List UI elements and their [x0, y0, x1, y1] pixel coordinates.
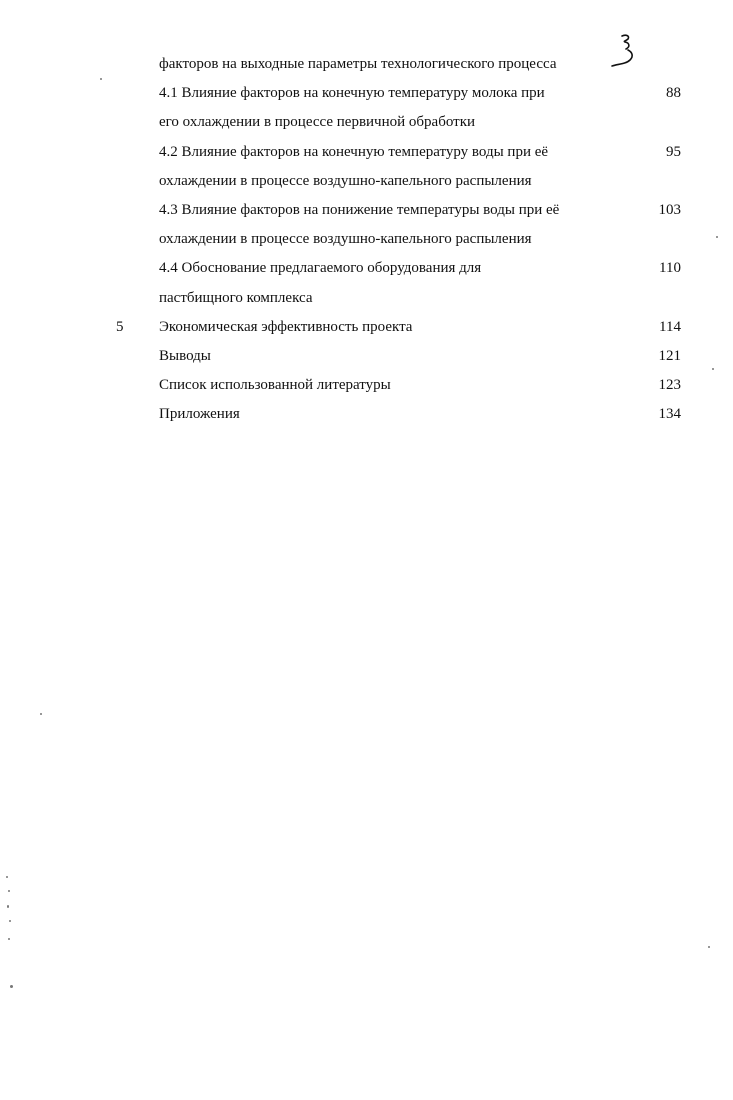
toc-row	[0, 108, 733, 137]
toc-entry-text: 4.1 Влияние факторов на конечную температуру молока при	[159, 85, 545, 102]
toc-entry-text: охлаждении в процессе воздушно-капельного распыления	[159, 231, 532, 248]
toc-page-number: 88	[666, 85, 681, 102]
toc-entry-text: Выводы	[159, 347, 211, 364]
toc-page-number: 103	[658, 201, 681, 218]
toc-page-number: 110	[659, 260, 681, 277]
scan-speck	[708, 946, 710, 948]
toc-entry-text: Список использованной литературы	[159, 377, 391, 394]
toc-page-number: 114	[659, 318, 681, 335]
toc-page-number: 134	[658, 406, 681, 423]
scan-speck	[8, 890, 10, 892]
scan-speck	[9, 920, 11, 922]
toc-page-number: 123	[658, 377, 681, 394]
toc-row	[0, 254, 733, 283]
toc-row	[0, 225, 733, 254]
toc-row	[0, 400, 733, 429]
scan-speck	[712, 368, 714, 370]
toc-row	[0, 50, 733, 79]
toc-entry-text: факторов на выходные параметры технологического процесса	[159, 56, 557, 72]
toc-entry-text: 4.4 Обоснование предлагаемого оборудования для	[159, 260, 482, 277]
toc-row	[0, 342, 733, 371]
scan-speck	[8, 938, 10, 940]
table-of-contents	[0, 50, 733, 429]
scan-speck	[716, 236, 718, 238]
toc-chapter-number: 5	[116, 318, 124, 335]
toc-row	[0, 138, 733, 167]
toc-row	[0, 313, 733, 342]
scan-speck	[6, 876, 8, 878]
toc-entry-text: Экономическая эффективность проекта	[159, 318, 413, 335]
toc-entry-text: 4.2 Влияние факторов на конечную температуру воды при её	[159, 143, 549, 160]
toc-row	[0, 284, 733, 313]
scan-speck	[100, 78, 102, 80]
toc-entry-text: Приложения	[159, 406, 240, 423]
scan-speck	[10, 985, 13, 988]
toc-page-number: 95	[666, 143, 681, 160]
toc-row	[0, 196, 733, 225]
toc-entry-text: охлаждении в процессе воздушно-капельного распыления	[159, 172, 532, 189]
toc-entry-text: его охлаждении в процессе первичной обработки	[159, 114, 476, 131]
toc-entry-text: 4.3 Влияние факторов на понижение температуры воды при её	[159, 201, 560, 218]
toc-row	[0, 371, 733, 400]
toc-entry-text: пастбищного комплекса	[159, 289, 313, 306]
scan-speck	[7, 905, 9, 908]
toc-row	[0, 167, 733, 196]
scan-speck	[40, 713, 42, 715]
toc-row	[0, 79, 733, 108]
toc-page-number: 121	[658, 347, 681, 364]
